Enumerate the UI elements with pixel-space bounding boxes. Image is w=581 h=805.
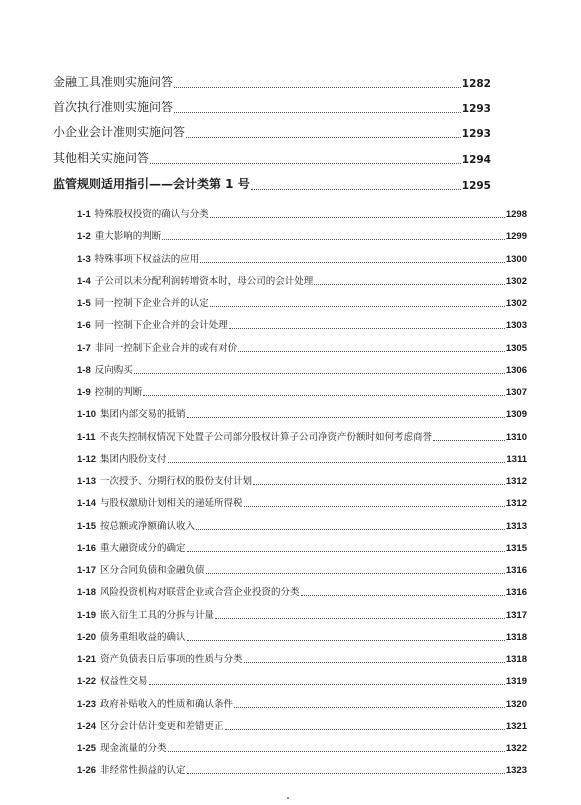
toc-sub-entry[interactable] — [77, 607, 527, 621]
toc-sub-entry[interactable] — [77, 740, 527, 754]
toc-entry-number: 1-17 — [77, 565, 97, 576]
toc-page-number: 1282 — [461, 78, 491, 90]
toc-entry-title: 非经常性损益的认定 — [100, 765, 186, 777]
toc-entry-title: 金融工具准则实施问答 — [53, 75, 174, 89]
toc-page-number: 1295 — [461, 180, 491, 192]
toc-page-number: 1310 — [505, 431, 527, 443]
toc-entry-title: 非同一控制下企业合并的或有对价 — [94, 342, 238, 354]
toc-page-number: 1303 — [505, 320, 527, 332]
toc-sub-entry[interactable] — [77, 718, 527, 732]
dot-leader — [150, 162, 461, 164]
toc-page-number: 1322 — [505, 743, 527, 754]
toc-entry-title: 风险投资机构对联营企业或合营企业投资的分类 — [100, 587, 300, 599]
toc-page-number: 1321 — [505, 720, 527, 732]
toc-page-number: 1315 — [505, 542, 527, 554]
toc-page-number: 1316 — [505, 587, 527, 599]
dot-leader — [134, 372, 505, 374]
toc-sub-entry[interactable] — [77, 206, 527, 220]
toc-page-number: 1316 — [505, 565, 527, 576]
dot-leader — [251, 188, 461, 190]
toc-page-number: 1306 — [505, 364, 527, 376]
toc-page-number: 1294 — [461, 154, 491, 166]
dot-leader — [187, 416, 505, 418]
dot-leader — [234, 706, 505, 708]
toc-sub-entry[interactable] — [77, 696, 527, 710]
toc-entry-number: 1-26 — [77, 765, 97, 777]
dot-leader — [244, 505, 505, 507]
toc-entry-title: 权益性交易 — [100, 676, 148, 688]
toc-entry-title: 区分会计估计变更和差错更正 — [100, 720, 224, 732]
toc-entry-number: 1-3 — [77, 253, 91, 265]
toc-page-number: 1319 — [505, 676, 527, 688]
toc-entry-title: 集团内部交易的抵销 — [100, 409, 186, 421]
toc-main-entry[interactable] — [53, 150, 491, 166]
toc-page-number: 1300 — [505, 253, 527, 265]
dot-leader — [168, 461, 506, 463]
toc-entry-number: 1-14 — [77, 498, 97, 510]
dot-leader — [187, 772, 505, 774]
toc-entry-number: 1-24 — [77, 720, 97, 732]
toc-page-number: 1313 — [505, 520, 527, 532]
toc-page-number: 1302 — [505, 298, 527, 309]
toc-entry-number: 1-13 — [77, 476, 97, 487]
toc-entry-number: 1-18 — [77, 587, 97, 599]
toc-entry-number: 1-8 — [77, 364, 91, 376]
toc-sub-entry[interactable] — [77, 406, 527, 420]
toc-page-number: 1293 — [461, 128, 491, 140]
toc-page-number: 1317 — [505, 609, 527, 621]
toc-entry-title: 嵌入衍生工具的分拆与计量 — [100, 609, 215, 621]
dot-leader — [253, 483, 505, 485]
toc-page-number: 1309 — [505, 409, 527, 421]
toc-entry-title: 一次授予、分期行权的股份支付计划 — [100, 476, 253, 487]
toc-page-number: 1320 — [505, 698, 527, 710]
toc-page-number: 1302 — [505, 275, 527, 287]
toc-entry-number: 1-20 — [77, 631, 97, 643]
dot-leader — [174, 86, 461, 88]
toc-page-number: 1318 — [505, 631, 527, 643]
toc-sub-entry[interactable] — [77, 518, 527, 532]
toc-entry-number: 1-10 — [77, 409, 97, 421]
toc-sub-entry[interactable] — [77, 540, 527, 554]
toc-sub-entry[interactable] — [77, 562, 527, 576]
dot-leader — [186, 136, 461, 138]
toc-entry-title: 特殊事项下权益法的应用 — [94, 253, 200, 265]
toc-sub-entry[interactable] — [77, 362, 527, 376]
toc-page-number: 1312 — [505, 498, 527, 510]
toc-sub-entry[interactable] — [77, 273, 527, 287]
toc-main-entry[interactable] — [53, 74, 491, 90]
toc-sub-entry[interactable] — [77, 673, 527, 687]
dot-leader — [314, 283, 505, 285]
toc-entry-number: 1-4 — [77, 275, 91, 287]
toc-entry-number: 1-11 — [77, 431, 96, 443]
toc-entry-title: 子公司以未分配利润转增资本时，母公司的会计处理 — [94, 275, 314, 287]
toc-sub-entry[interactable] — [77, 429, 527, 443]
toc-entry-title: 重大融资成分的确定 — [100, 542, 186, 554]
dot-leader — [162, 238, 505, 240]
toc-entry-title: 现金流量的分类 — [100, 743, 167, 754]
toc-entry-number: 1-7 — [77, 342, 91, 354]
toc-sub-entry[interactable] — [77, 584, 527, 598]
toc-page-number: 1299 — [505, 231, 527, 243]
dot-leader — [229, 327, 505, 329]
dot-leader — [210, 305, 505, 307]
toc-entry-title: 资产负债表日后事项的性质与分类 — [100, 654, 243, 665]
toc-page-number: 1311 — [506, 453, 527, 465]
toc-entry-title: 其他相关实施问答 — [53, 151, 150, 165]
toc-sub-entry[interactable] — [77, 228, 527, 242]
toc-entry-title: 集团内股份支付 — [100, 453, 167, 465]
toc-sub-entry[interactable] — [77, 251, 527, 265]
toc-entry-title: 重大影响的判断 — [94, 231, 162, 243]
toc-entry-title: 同一控制下企业合并的认定 — [94, 298, 209, 309]
toc-sub-entry[interactable] — [77, 384, 527, 398]
toc-entry-title: 债务重组收益的确认 — [100, 631, 186, 643]
toc-entry-title: 特殊股权投资的确认与分类 — [94, 209, 209, 220]
toc-page-number: 1312 — [505, 476, 527, 487]
toc-entry-title: 政府补贴收入的性质和确认条件 — [100, 698, 234, 710]
dot-leader — [187, 550, 505, 552]
toc-sub-entry[interactable] — [77, 295, 527, 309]
toc-sub-entry[interactable] — [77, 651, 527, 665]
toc-page-number: 1307 — [505, 387, 527, 398]
dot-leader — [174, 111, 461, 113]
toc-entry-title: 不丧失控制权情况下处置子公司部分股权计算子公司净资产份额时如何考虑商誉 — [99, 431, 433, 443]
toc-page-number: 1298 — [505, 209, 527, 220]
toc-sub-entry[interactable] — [77, 495, 527, 509]
toc-entry-title: 首次执行准则实施问答 — [53, 100, 174, 114]
dot-leader — [301, 594, 505, 596]
toc-main-entry[interactable] — [53, 124, 491, 140]
toc-entry-number: 1-15 — [77, 520, 97, 532]
dot-leader — [206, 572, 505, 574]
dot-leader — [215, 617, 505, 619]
dot-leader — [210, 216, 505, 218]
dot-leader — [200, 261, 505, 263]
toc-entry-number: 1-5 — [77, 298, 91, 309]
dot-leader — [225, 728, 505, 730]
toc-entry-title: 同一控制下企业合并的会计处理 — [94, 320, 228, 332]
toc-entry-number: 1-9 — [77, 387, 91, 398]
toc-sub-entry[interactable] — [77, 629, 527, 643]
toc-page-number: 1293 — [461, 103, 491, 115]
toc-entry-number: 1-21 — [77, 654, 97, 665]
dot-leader — [244, 661, 505, 663]
toc-sub-entry[interactable] — [77, 762, 527, 776]
toc-entry-number: 1-12 — [77, 453, 97, 465]
toc-entry-number: 1-25 — [77, 743, 97, 754]
toc-entry-number: 1-6 — [77, 320, 91, 332]
toc-entry-title: 监管规则适用指引——会计类第 1 号 — [53, 177, 250, 191]
dot-leader — [196, 528, 505, 530]
toc-sub-entry[interactable] — [77, 451, 527, 465]
dot-leader — [238, 350, 505, 352]
dot-leader — [143, 394, 505, 396]
page-footer-mark — [287, 797, 289, 799]
toc-sub-entry[interactable] — [77, 317, 527, 331]
toc-entry-title: 控制的判断 — [94, 387, 143, 398]
toc-sub-entry[interactable] — [77, 473, 527, 487]
toc-entry-number: 1-16 — [77, 542, 97, 554]
dot-leader — [187, 639, 505, 641]
toc-entry-number: 1-23 — [77, 698, 97, 710]
toc-page-number: 1323 — [505, 765, 527, 777]
dot-leader — [168, 750, 505, 752]
toc-main-entry[interactable] — [53, 99, 491, 115]
toc-entry-number: 1-2 — [77, 231, 91, 243]
toc-entry-title: 按总额或净额确认收入 — [100, 520, 196, 532]
toc-main-entry[interactable] — [53, 176, 491, 192]
toc-page-number: 1305 — [505, 342, 527, 354]
dot-leader — [149, 683, 505, 685]
toc-entry-number: 1-19 — [77, 609, 97, 621]
toc-entry-number: 1-22 — [77, 676, 97, 688]
toc-page-number: 1318 — [505, 654, 527, 665]
toc-entry-title: 区分合同负债和金融负债 — [100, 565, 205, 576]
dot-leader — [433, 439, 505, 441]
toc-entry-number: 1-1 — [77, 209, 91, 220]
toc-entry-title: 反向购买 — [94, 364, 133, 376]
toc-sub-entry[interactable] — [77, 340, 527, 354]
toc-entry-title: 小企业会计准则实施问答 — [53, 125, 186, 139]
toc-entry-title: 与股权激励计划相关的递延所得税 — [100, 498, 243, 510]
